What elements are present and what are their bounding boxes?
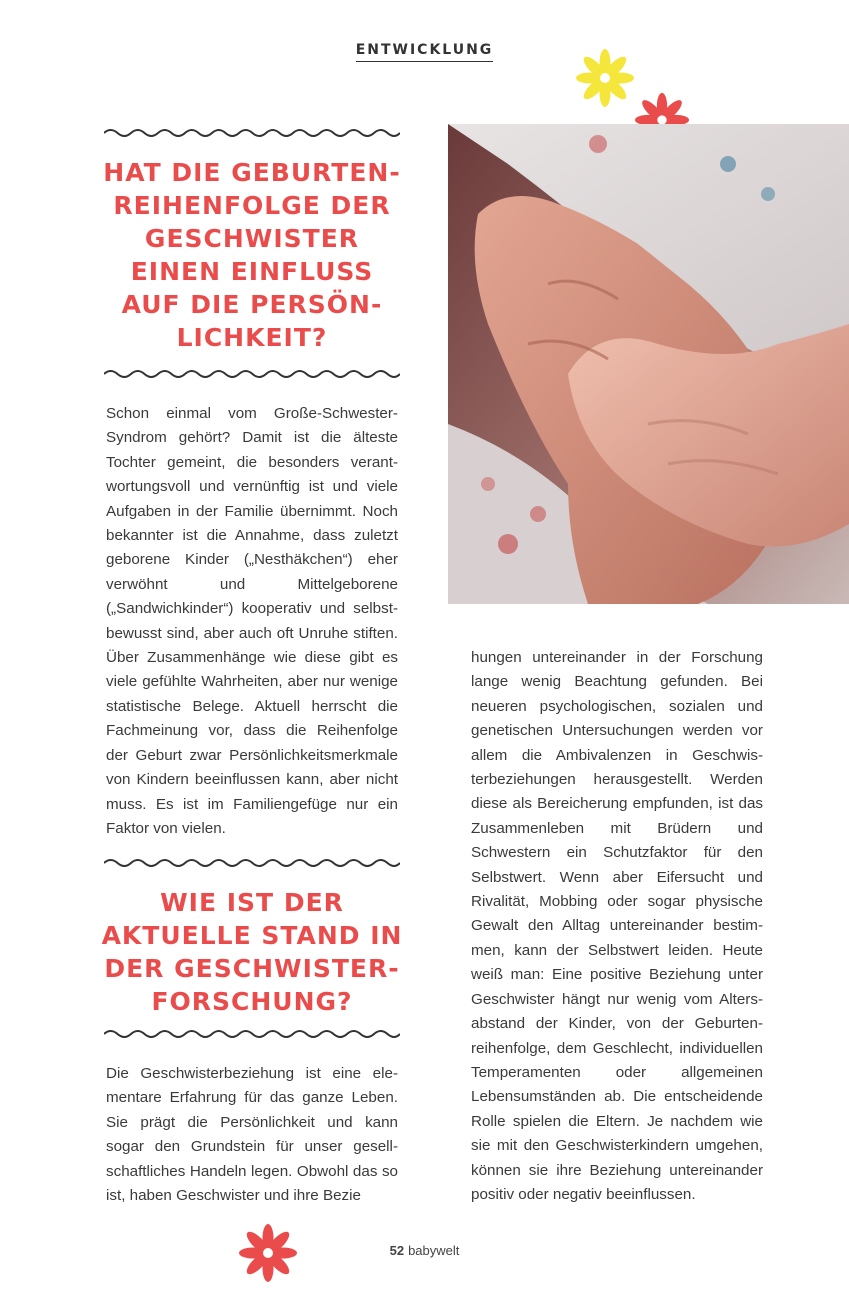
wave-divider [104, 1027, 400, 1041]
brand-name: babywelt [408, 1243, 460, 1258]
heading-line: HAT DIE GEBURTEN- [103, 158, 401, 187]
heading-line: LICHKEIT? [176, 323, 328, 352]
heading-line: EINEN EINFLUSS [130, 257, 374, 286]
research-paragraph-left: Die Geschwisterbeziehung ist eine elementare Erfahrung für das ganze Leben. Sie prägt die Persönlichkeit und kann sogar den Grundstein für unser gesellschaftliches Handeln legen. Obwohl das so ist, haben Geschwister und ihre Bezie [106, 1065, 398, 1205]
wave-divider [104, 126, 400, 140]
section-label-text: ENTWICKLUNG [356, 42, 494, 62]
heading-line: REIHENFOLGE DER [113, 191, 391, 220]
page-number: 52 [389, 1243, 405, 1258]
wave-divider [104, 856, 400, 870]
wave-divider [104, 367, 400, 381]
hands-photo [448, 124, 849, 604]
heading-birth-order [100, 156, 404, 354]
heading-line: WIE IST DER [160, 888, 344, 917]
heading-line: AUF DIE PERSÖN- [121, 290, 383, 319]
research-paragraph-right: hungen untereinander in der Forschung lange wenig Beachtung gefunden. Bei neueren psychologischen, sozialen und genetischen Untersuchungen werden vor allem die Ambivalenzen in Geschwisterbeziehungen herausgestellt. Werden diese als Bereicherung empfunden, ist das Zusammenleben mit Brüdern und Schwestern ein Schutzfaktor für den Selbstwert. Wenn aber Eifersucht und Rivalität, Mobbing oder sogar physische Gewalt den Alltag untereinander bestimmen, kann der Selbstwert leiden. Heute weiß man: Eine positive Beziehung unter Geschwister hängt nur wenig vom Altersabstand der Kinder, von der Geburtenreihenfolge, dem Geschlecht, individuellen Temperamenten oder allgemeinen Lebensumständen ab. Die entscheidende Rolle spielen die Eltern. Je nachdem wie sie mit den Geschwisterkindern umgehen, können sie ihre Beziehung untereinander positiv oder negativ beeinflussen. [471, 649, 763, 1203]
heading-line: DER GESCHWISTER- [104, 954, 400, 983]
page-footer [0, 1243, 849, 1258]
intro-paragraph: Schon einmal vom Große-Schwester-Syndrom gehört? Damit ist die älteste Tochter gemeint, die besonders verantwortungsvoll und vernünftig ist und viele Aufgaben in der Familie übernimmt. Noch bekannter ist die Annahme, dass zuletzt geborene Kinder („Nesthäkchen“) eher verwöhnt und Mittelgeborene („Sandwichkinder“) kooperativ und selbstbewusst sind, aber auch oft Unruhe stiften. Über Zusammenhänge wie diese gibt es viele gefühlte Wahrheiten, aber nur wenige statistische Belege. Aktuell herrscht die Fachmeinung vor, dass die Reihenfolge der Geburt zwar Persönlichkeitsmerkmale von Kindern beeinflussen kann, aber nicht muss. Es ist im Familiengefüge nur ein Faktor von vielen. [106, 405, 398, 837]
heading-line: FORSCHUNG? [151, 987, 353, 1016]
heading-line: AKTUELLE STAND IN [101, 921, 403, 950]
yellow-flower-icon [575, 48, 635, 108]
section-label [0, 42, 849, 58]
heading-line: GESCHWISTER [144, 224, 360, 253]
hands-illustration [448, 124, 849, 604]
heading-research [100, 886, 404, 1018]
